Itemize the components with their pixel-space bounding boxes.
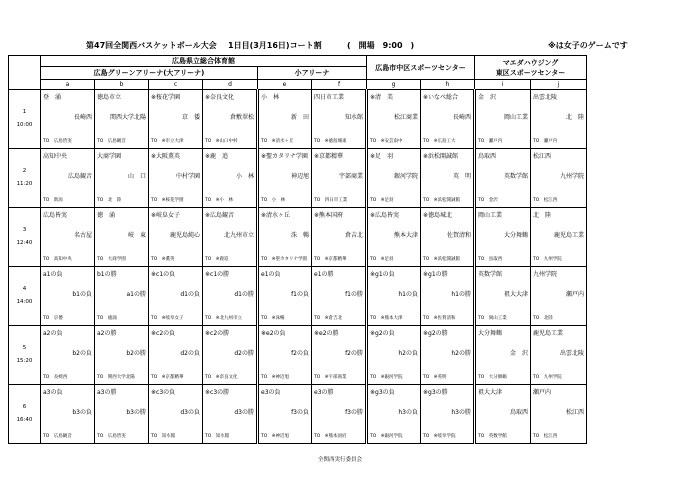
venue-3 [475, 56, 587, 80]
team-b: 鹿児島工業 [553, 232, 584, 239]
team-b: 名古屋 [73, 232, 92, 239]
game-cell [475, 90, 531, 149]
team-a: 出雲北陵 [533, 94, 558, 101]
team-a: 広島皆実 [43, 212, 68, 219]
table-official: TO ※清水ヶ丘 [261, 139, 294, 144]
team-a: 徳島市立 [97, 94, 122, 101]
team-b: d3の勝 [234, 409, 254, 416]
game-cell [95, 385, 149, 444]
table-official: TO ※京都精華 [151, 375, 184, 380]
table-official: TO ※北九州市立 [205, 316, 243, 321]
game-cell [312, 385, 367, 444]
table-official: TO ※倉吉北 [314, 316, 343, 321]
team-a: ※桜花学園 [151, 94, 181, 101]
game-cell [367, 326, 421, 385]
table-official: TO ※徳島城東 [314, 139, 347, 144]
table-official: TO ※奈良文化 [205, 375, 238, 380]
page-header [0, 40, 680, 52]
table-official: TO ※英明 [423, 375, 447, 380]
table-official: TO 北 陸 [97, 198, 122, 203]
team-b: d1の負 [180, 291, 200, 298]
team-b: h1の負 [398, 291, 418, 298]
team-b: h3の負 [398, 409, 418, 416]
team-b: 倉敷翠松 [229, 114, 254, 121]
schedule-table [8, 55, 587, 444]
game-cell [95, 90, 149, 149]
team-b: 鹿児島純心 [169, 232, 200, 239]
time-slot-row [9, 149, 587, 208]
team-a: a3の勝 [97, 389, 117, 396]
table-official: TO ※銀河学院 [370, 375, 403, 380]
women-note: ※は女子のゲームです [548, 41, 628, 50]
team-b: h1の勝 [451, 291, 471, 298]
table-official: TO ※神辺旭 [261, 434, 290, 439]
game-cell [203, 149, 258, 208]
team-a: 高知中央 [43, 153, 68, 160]
team-a: 大分舞鶴 [478, 330, 503, 337]
team-a: a1の負 [43, 271, 63, 278]
team-a: 祖大大津 [478, 389, 503, 396]
game-cell [41, 208, 95, 267]
slot-number: 3 [22, 227, 27, 234]
table-official: TO 広島観音 [43, 434, 72, 439]
team-b: 鳥取西 [509, 409, 528, 416]
team-a: 小 林 [261, 94, 280, 101]
table-official: TO ※京都精華 [314, 257, 347, 262]
team-a: a2の負 [43, 330, 63, 337]
game-cell [258, 326, 312, 385]
table-official: TO 新潟 [43, 198, 63, 203]
game-cell [475, 208, 531, 267]
court-label-g: g [367, 80, 421, 90]
team-a: ※g1の勝 [423, 271, 448, 278]
game-cell [203, 385, 258, 444]
team-b: 出雲北陵 [559, 350, 584, 357]
team-b: 金 沢 [509, 350, 528, 357]
team-b: 九州学院 [559, 173, 584, 180]
table-official: TO 徳涌 [97, 316, 117, 321]
team-b: 佐賀清和 [446, 232, 471, 239]
team-a: 北 陸 [533, 212, 552, 219]
venue-1b: 小アリーナ [258, 67, 367, 80]
team-a: 鳥取西 [478, 153, 497, 160]
game-cell [149, 385, 203, 444]
team-a: ※c3の勝 [205, 389, 230, 396]
game-cell [149, 326, 203, 385]
game-cell [95, 208, 149, 267]
team-b: 長崎西 [73, 114, 92, 121]
game-cell [367, 90, 421, 149]
team-b: f2の勝 [345, 350, 363, 357]
game-cell [203, 267, 258, 326]
table-official: TO ※銀河学院 [370, 434, 403, 439]
team-a: 九州学院 [533, 271, 558, 278]
table-official: TO ※鹿追 [205, 257, 229, 262]
game-cell [367, 208, 421, 267]
game-cell [367, 267, 421, 326]
team-b: 倉吉北 [344, 232, 363, 239]
game-cell [367, 385, 421, 444]
team-a: ※広島観音 [205, 212, 235, 219]
slot-number: 6 [22, 404, 27, 411]
team-b: 岡山工業 [503, 114, 528, 121]
team-a: e3の負 [261, 389, 281, 396]
day-label: 1日目(3月16日)コート割 [228, 41, 322, 50]
team-b: f1の勝 [345, 291, 363, 298]
team-a: ※c2の負 [151, 330, 176, 337]
team-b: b3の負 [72, 409, 92, 416]
time-cell [9, 90, 41, 149]
team-b: a1の勝 [126, 291, 146, 298]
team-b: 中村学園 [175, 173, 200, 180]
team-b: b2の負 [72, 350, 92, 357]
table-official: TO ※浜松開誠館 [423, 198, 461, 203]
team-b: 山 口 [127, 173, 146, 180]
team-b: d2の勝 [234, 350, 254, 357]
slot-number: 4 [22, 286, 27, 293]
team-a: ※京都精華 [314, 153, 344, 160]
game-cell [41, 326, 95, 385]
game-cell [531, 208, 587, 267]
game-cell [421, 149, 475, 208]
team-a: a3の負 [43, 389, 63, 396]
table-official: TO ※浜松開誠館 [423, 257, 461, 262]
team-a: ※足 羽 [370, 153, 394, 160]
slot-time: 15:20 [16, 358, 33, 364]
team-a: ※g2の負 [370, 330, 395, 337]
game-cell [258, 90, 312, 149]
time-slot-row [9, 208, 587, 267]
court-label-a: a [41, 80, 95, 90]
team-a: ※聖カタリナ学園 [261, 153, 308, 160]
team-b: d3の負 [180, 409, 200, 416]
team-a: 四日市工業 [314, 94, 345, 101]
team-a: ※清 美 [370, 94, 394, 101]
table-official: TO ※山口中村 [205, 139, 238, 144]
game-cell [203, 208, 258, 267]
table-official: TO 北陸 [533, 316, 553, 321]
table-official: TO ※熊本大津 [370, 316, 403, 321]
team-b: 大分舞鶴 [503, 232, 528, 239]
slot-time: 11:20 [16, 181, 33, 187]
team-b: 熊本大津 [393, 232, 418, 239]
team-a: 松江西 [533, 153, 552, 160]
game-cell [421, 208, 475, 267]
team-a: ※鹿 追 [205, 153, 229, 160]
game-cell [475, 326, 531, 385]
table-official: TO 大分舞鶴 [478, 375, 507, 380]
team-b: 知水館 [344, 114, 363, 121]
table-official: TO ※宇部商業 [314, 375, 347, 380]
table-official: TO 知水館 [205, 434, 230, 439]
table-official: TO 長崎西 [43, 375, 68, 380]
team-a: ※熊本国府 [314, 212, 344, 219]
table-official: TO ※足羽 [370, 257, 394, 262]
team-a: ※g3の負 [370, 389, 395, 396]
table-official: TO 知水館 [151, 434, 176, 439]
game-cell [421, 267, 475, 326]
slot-time: 16:40 [16, 417, 33, 423]
team-a: ※c1の勝 [205, 271, 230, 278]
time-cell [9, 267, 41, 326]
team-a: 瀬戸内 [533, 389, 552, 396]
team-a: e1の負 [261, 271, 281, 278]
game-cell [258, 385, 312, 444]
team-b: 瀬戸内 [565, 291, 584, 298]
court-label-e: e [258, 80, 312, 90]
venue-1: 広島県立総合体育館 [41, 56, 367, 67]
team-b: d1の勝 [234, 291, 254, 298]
table-official: TO ※洙暢 [261, 316, 285, 321]
game-cell [531, 90, 587, 149]
game-cell [149, 149, 203, 208]
team-a: ※大阪薫英 [151, 153, 181, 160]
team-a: 岡山工業 [478, 212, 503, 219]
team-b: f3の負 [291, 409, 309, 416]
table-official: TO 松江西 [533, 198, 558, 203]
game-cell [149, 90, 203, 149]
team-b: 松江西 [565, 409, 584, 416]
time-cell [9, 385, 41, 444]
team-b: 英数学館 [503, 173, 528, 180]
court-label-i: i [475, 80, 531, 90]
game-cell [95, 326, 149, 385]
time-slot-row [9, 267, 587, 326]
table-official: TO 広島観音 [97, 139, 126, 144]
table-official: TO 鳥取西 [478, 257, 503, 262]
court-label-f: f [312, 80, 367, 90]
game-cell [312, 267, 367, 326]
team-a: ※岐阜女子 [151, 212, 181, 219]
team-a: a2の勝 [97, 330, 117, 337]
game-cell [149, 267, 203, 326]
team-b: 松江商業 [393, 114, 418, 121]
table-official: TO 関西大学北陽 [97, 375, 135, 380]
table-official: TO ※岐阜女子 [151, 316, 184, 321]
team-b: 京 倭 [181, 114, 200, 121]
court-label-b: b [95, 80, 149, 90]
time-cell [9, 149, 41, 208]
table-official: TO ※足羽 [370, 198, 394, 203]
team-b: 小 林 [235, 173, 254, 180]
team-b: 北 陸 [565, 114, 584, 121]
table-official: TO 九州学院 [533, 257, 562, 262]
team-b: 英 明 [452, 173, 471, 180]
time-cell [9, 326, 41, 385]
table-official: TO 京倭 [43, 316, 63, 321]
table-official: TO ※市立大津 [151, 139, 184, 144]
team-a: ※g3の勝 [423, 389, 448, 396]
slot-time: 10:00 [16, 122, 33, 128]
game-cell [531, 149, 587, 208]
table-official: TO ※岐阜学院 [423, 434, 456, 439]
team-a: 大商学園 [97, 153, 122, 160]
table-official: TO 岡山工業 [478, 316, 507, 321]
team-a: 英数学館 [478, 271, 503, 278]
team-a: ※いなべ総合 [423, 94, 459, 101]
game-cell [421, 326, 475, 385]
game-cell [41, 149, 95, 208]
time-cell [9, 208, 41, 267]
team-b: 銀河学院 [393, 173, 418, 180]
table-official: TO 英数学館 [478, 434, 507, 439]
team-a: ※広島皆実 [370, 212, 400, 219]
venue-2: 広島市中区スポーツセンター [367, 56, 475, 80]
venue-3-line1: マエダハウジング [502, 58, 559, 67]
team-a: ※e2の負 [261, 330, 286, 337]
game-cell [312, 90, 367, 149]
venue-3-line2: 東区スポーツセンター [495, 68, 566, 77]
team-b: 新 田 [290, 114, 309, 121]
team-b: h2の勝 [451, 350, 471, 357]
game-cell [203, 326, 258, 385]
game-cell [475, 149, 531, 208]
game-cell [41, 90, 95, 149]
team-b: 北九州市立 [223, 232, 254, 239]
team-a: ※c3の負 [151, 389, 176, 396]
table-official: TO ※熊本国府 [314, 434, 347, 439]
team-b: h3の勝 [451, 409, 471, 416]
team-b: d2の負 [180, 350, 200, 357]
game-cell [531, 385, 587, 444]
team-a: ※c1の負 [151, 271, 176, 278]
venue-1a: 広島グリーンアリーナ(大アリーナ) [41, 67, 258, 80]
court-label-d: d [203, 80, 258, 90]
team-a: e3の勝 [314, 389, 334, 396]
corner-cell [9, 56, 41, 80]
team-b: 神辺旭 [290, 173, 309, 180]
team-a: e1の勝 [314, 271, 334, 278]
team-a: 徳 涌 [97, 212, 116, 219]
slot-time: 14:00 [16, 299, 33, 305]
team-a: ※c2の勝 [205, 330, 230, 337]
team-a: ※e2の勝 [314, 330, 339, 337]
team-a: ※浜松開誠館 [423, 153, 459, 160]
time-slot-row [9, 90, 587, 149]
game-cell [149, 208, 203, 267]
table-official: TO 広島皆実 [97, 434, 126, 439]
table-official: TO 大商学園 [97, 257, 126, 262]
table-official: TO ※広島工大 [423, 139, 456, 144]
team-a: ※g1の負 [370, 271, 395, 278]
opening-time: ( 開場 9:00 ) [347, 41, 415, 50]
table-official: TO 松江西 [533, 434, 558, 439]
time-slot-row [9, 385, 587, 444]
court-label-h: h [421, 80, 475, 90]
game-cell [41, 267, 95, 326]
team-b: h2の負 [398, 350, 418, 357]
team-a: b1の勝 [97, 271, 117, 278]
team-a: ※徳島城北 [423, 212, 453, 219]
game-cell [421, 385, 475, 444]
table-official: TO 金沢 [478, 198, 498, 203]
slot-number: 2 [22, 168, 27, 175]
table-official: TO 九州学院 [533, 375, 562, 380]
slot-number: 5 [22, 345, 27, 352]
team-b: f2の負 [291, 350, 309, 357]
table-official: TO 瀬戸内 [478, 139, 503, 144]
game-cell [258, 149, 312, 208]
game-cell [421, 90, 475, 149]
table-official: TO 四日市工業 [314, 198, 348, 203]
team-b: 洙 暢 [290, 232, 309, 239]
table-official: TO ※小 林 [205, 198, 234, 203]
team-b: 関西大学北陽 [109, 114, 146, 121]
table-official: TO ※佐賀清和 [423, 316, 456, 321]
team-b: f3の勝 [345, 409, 363, 416]
game-cell [312, 326, 367, 385]
table-official: TO 小 林 [261, 198, 286, 203]
game-cell [258, 267, 312, 326]
table-official: TO ※薫英 [151, 257, 175, 262]
game-cell [312, 149, 367, 208]
court-letter-row [9, 80, 587, 90]
team-b: f1の負 [291, 291, 309, 298]
time-slot-row [9, 326, 587, 385]
team-b: b2の勝 [126, 350, 146, 357]
table-official: TO ※聖カタリナ学園 [261, 257, 307, 262]
game-cell [95, 267, 149, 326]
game-cell [95, 149, 149, 208]
team-b: b3の勝 [126, 409, 146, 416]
slot-time: 12:40 [16, 240, 33, 246]
table-official: TO 瀬戸内 [533, 139, 558, 144]
game-cell [531, 267, 587, 326]
game-cell [475, 385, 531, 444]
table-official: TO 高知中央 [43, 257, 72, 262]
game-cell [203, 90, 258, 149]
team-a: ※g2の勝 [423, 330, 448, 337]
team-b: 長崎西 [452, 114, 471, 121]
team-a: ※奈良文化 [205, 94, 235, 101]
game-cell [475, 267, 531, 326]
tournament-title: 第47回全関西バスケットボール大会 [86, 41, 217, 50]
table-official: TO ※神辺旭 [261, 375, 290, 380]
court-label-c: c [149, 80, 203, 90]
team-b: b1の負 [72, 291, 92, 298]
court-label-j: j [531, 80, 587, 90]
team-b: 岐 東 [127, 232, 146, 239]
table-official: TO ※桜花学園 [151, 198, 184, 203]
game-cell [367, 149, 421, 208]
team-a: ※清水ヶ丘 [261, 212, 291, 219]
team-b: 広島観音 [67, 173, 92, 180]
slot-number: 1 [22, 109, 27, 116]
game-cell [258, 208, 312, 267]
team-a: 登 涌 [43, 94, 62, 101]
game-cell [531, 326, 587, 385]
team-b: 宇部商業 [338, 173, 363, 180]
game-cell [312, 208, 367, 267]
team-a: 金 沢 [478, 94, 497, 101]
game-cell [41, 385, 95, 444]
footer: 全関西実行委員会 [317, 457, 362, 463]
table-official: TO 広島皆実 [43, 139, 72, 144]
team-b: 祖大大津 [503, 291, 528, 298]
table-official: TO ※安芸南中 [370, 139, 403, 144]
team-a: 鹿児島工業 [533, 330, 564, 337]
